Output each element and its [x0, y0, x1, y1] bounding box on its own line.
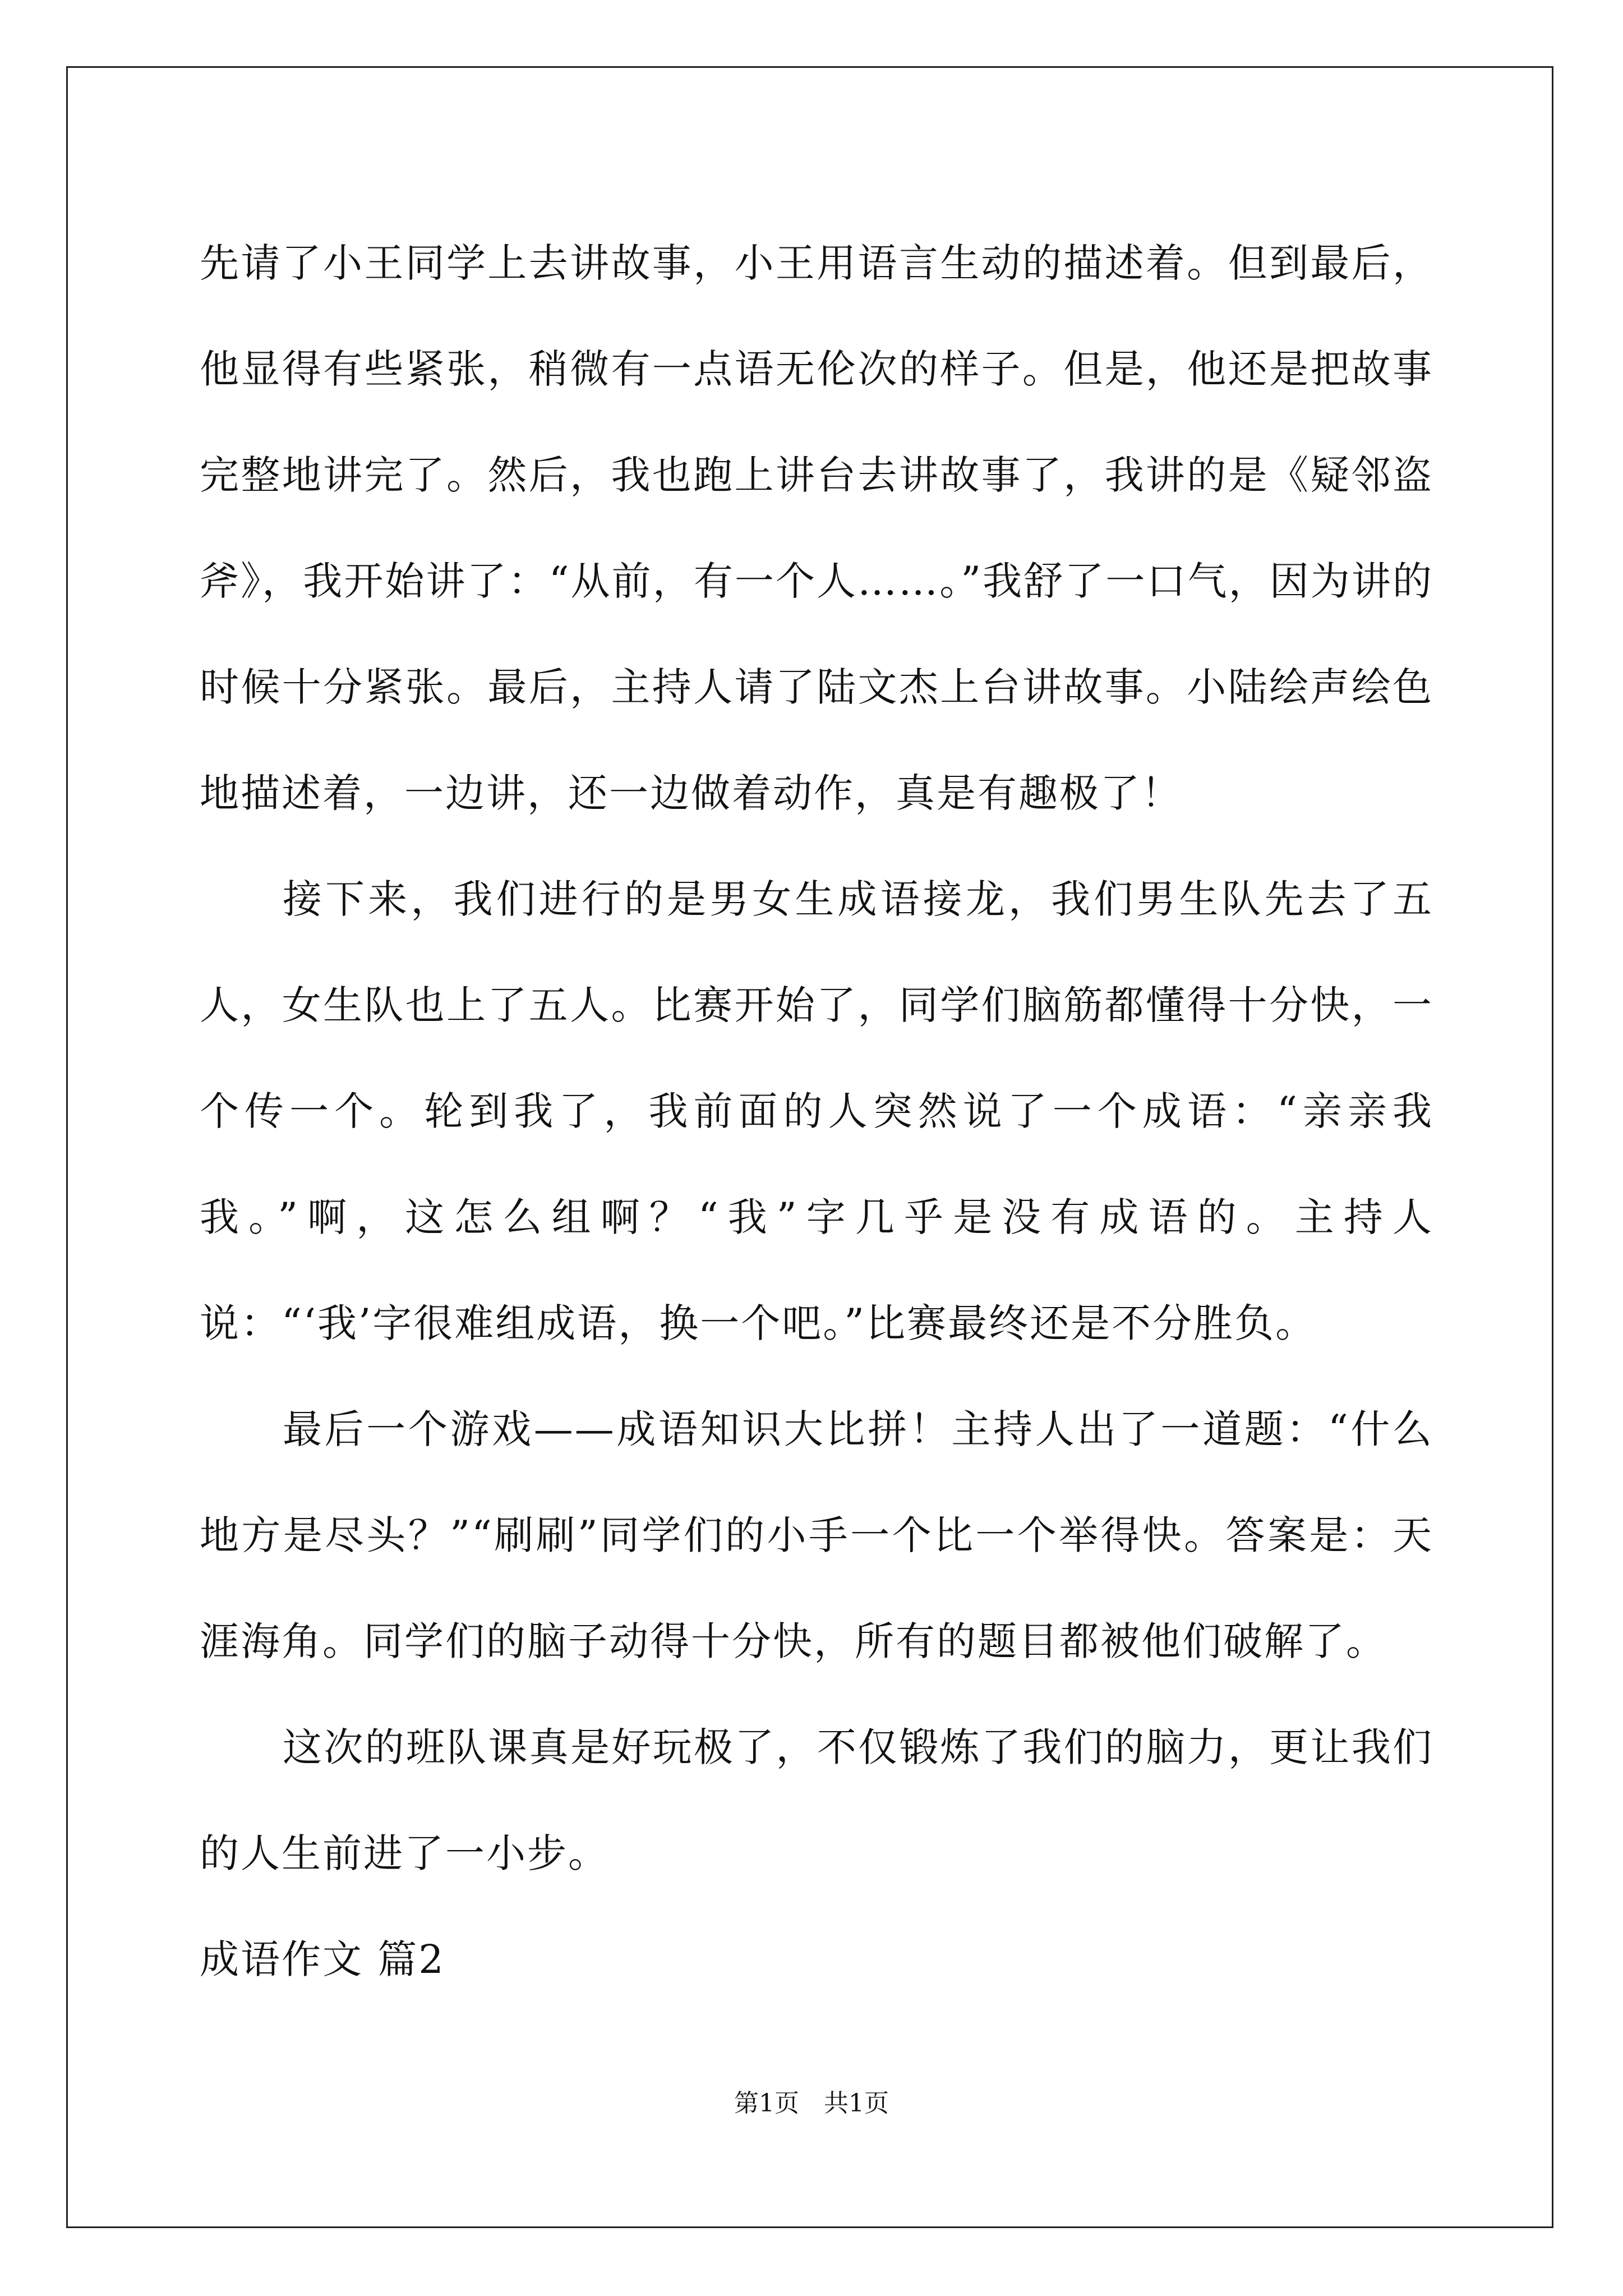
document-body	[200, 210, 1433, 2013]
paragraph-3: 最后一个游戏——成语知识大比拼！主持人出了一道题：“什么地方是尽头？”“刷刷”同学们的小手一个比一个举得快。答案是：天涯海角。同学们的脑子动得十分快，所有的题目都被他们破解了。	[200, 1406, 1433, 1664]
section-heading: 成语作文 篇2	[200, 1936, 445, 1982]
paragraph-2: 接下来，我们进行的是男女生成语接龙，我们男生队先去了五人，女生队也上了五人。比赛开始了，同学们脑筋都懂得十分快，一个传一个。轮到我了，我前面的人突然说了一个成语：“亲亲我我。”啊，这怎么组啊？“我”字几乎是没有成语的。主持人说：“‘我’字很难组成语，换一个吧。”比赛最终还是不分胜负。	[200, 876, 1433, 1346]
paragraph-1: 先请了小王同学上去讲故事，小王用语言生动的描述着。但到最后，他显得有些紧张，稍微有一点语无伦次的样子。但是，他还是把故事完整地讲完了。然后，我也跑上讲台去讲故事了，我讲的是《疑邻盗斧》，我开始讲了：“从前，有一个人……。”我舒了一口气，因为讲的时候十分紧张。最后，主持人请了陆文杰上台讲故事。小陆绘声绘色地描述着，一边讲，还一边做着动作，真是有趣极了！	[200, 240, 1433, 816]
page-footer: 第1页 共1页	[734, 2089, 889, 2118]
paragraph-4: 这次的班队课真是好玩极了，不仅锻炼了我们的脑力，更让我们的人生前进了一小步。	[200, 1724, 1433, 1876]
